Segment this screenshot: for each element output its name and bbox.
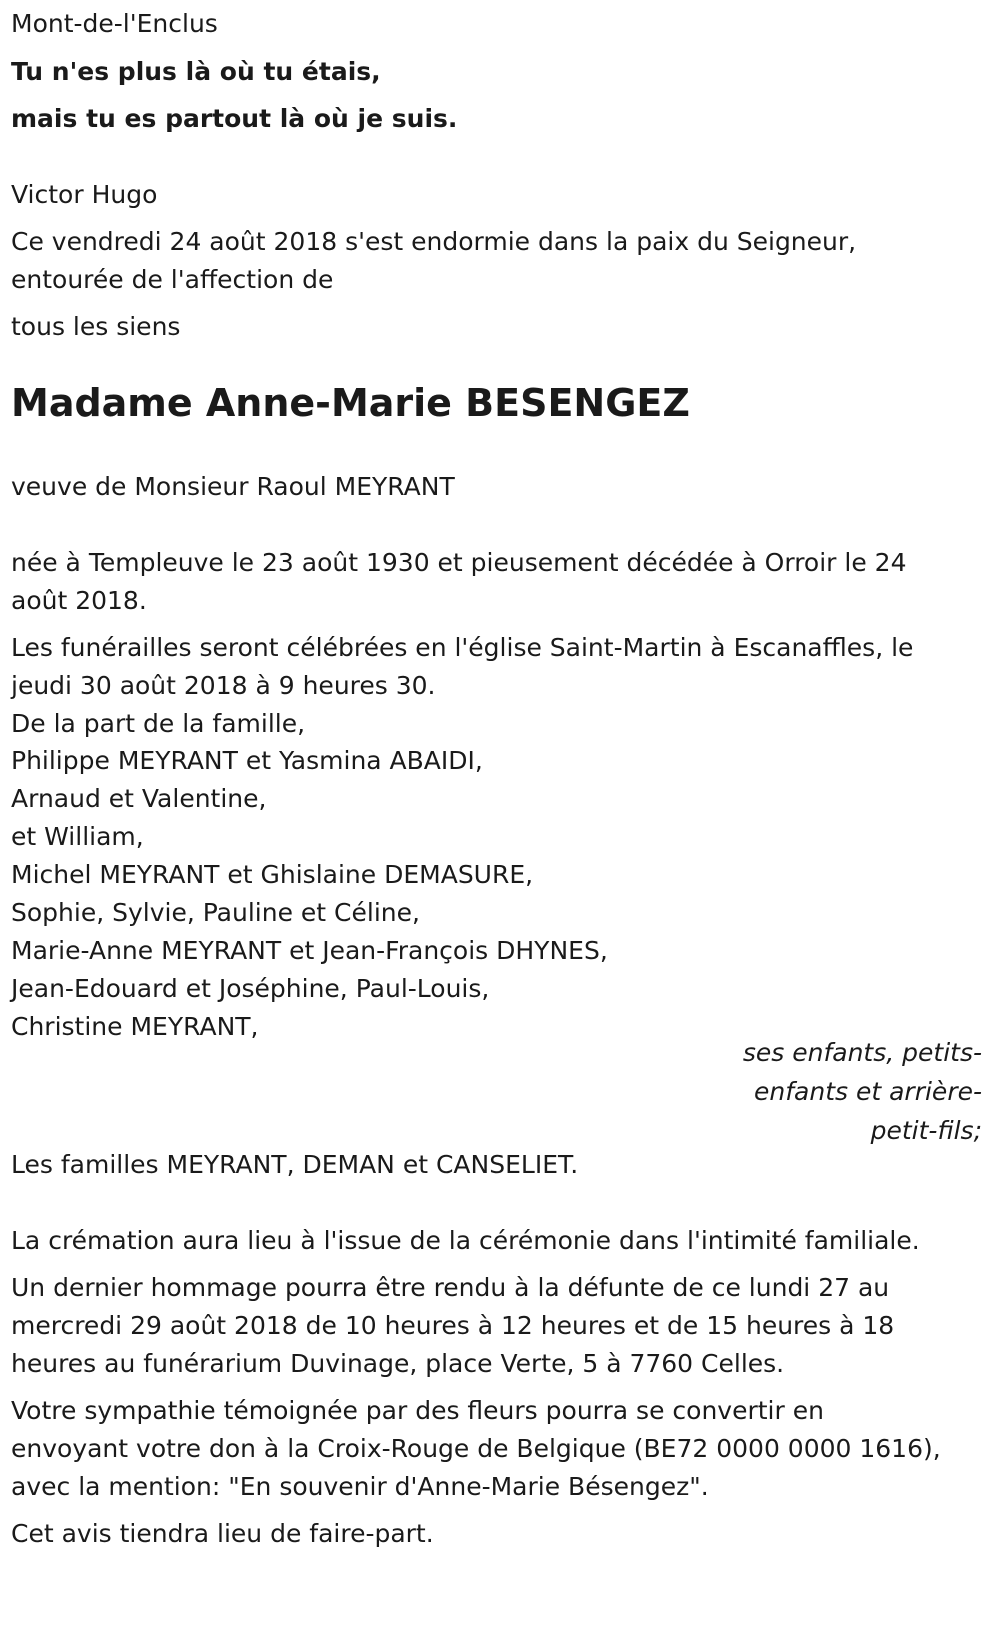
family-intro: De la part de la famille, (11, 709, 306, 738)
family-member: Arnaud et Valentine, (11, 784, 267, 813)
quote-line-2: mais tu es partout là où je suis. (11, 104, 458, 133)
location: Mont-de-l'Enclus (11, 9, 218, 38)
donation-line-1: Votre sympathie témoignée par des fleurs pourra se convertir en (11, 1396, 824, 1425)
family-member: Jean-Edouard et Joséphine, Paul-Louis, (11, 974, 490, 1003)
intro-line-1: Ce vendredi 24 août 2018 s'est endormie dans la paix du Seigneur, (11, 227, 857, 256)
family-member: Michel MEYRANT et Ghislaine DEMASURE, (11, 860, 534, 889)
relation-line-2: enfants et arrière- (754, 1077, 982, 1106)
birth-line-1: née à Templeuve le 23 août 1930 et pieusement décédée à Orroir le 24 (11, 548, 907, 577)
extended-families: Les familles MEYRANT, DEMAN et CANSELIET. (11, 1150, 579, 1179)
donation-line-3: avec la mention: "En souvenir d'Anne-Marie Bésengez". (11, 1472, 709, 1501)
funeral-line-2: jeudi 30 août 2018 à 9 heures 30. (11, 671, 436, 700)
family-member: Sophie, Sylvie, Pauline et Céline, (11, 898, 420, 927)
cremation-note: La crémation aura lieu à l'issue de la cérémonie dans l'intimité familiale. (11, 1226, 920, 1255)
relation-line-3: petit-fils; (870, 1116, 982, 1145)
intro-line-3: tous les siens (11, 312, 181, 341)
family-member: Philippe MEYRANT et Yasmina ABAIDI, (11, 746, 483, 775)
family-member: et William, (11, 822, 144, 851)
quote-author: Victor Hugo (11, 180, 158, 209)
funeral-line-1: Les funérailles seront célébrées en l'église Saint-Martin à Escanaffles, le (11, 633, 914, 662)
tribute-line-1: Un dernier hommage pourra être rendu à la défunte de ce lundi 27 au (11, 1273, 890, 1302)
family-member: Marie-Anne MEYRANT et Jean-François DHYNES, (11, 936, 608, 965)
birth-line-2: août 2018. (11, 586, 147, 615)
tribute-line-2: mercredi 29 août 2018 de 10 heures à 12 heures et de 15 heures à 18 (11, 1311, 895, 1340)
deceased-name: Madame Anne-Marie BESENGEZ (11, 381, 690, 425)
intro-line-2: entourée de l'affection de (11, 265, 334, 294)
family-relation (0, 1033, 982, 1150)
quote-line-1: Tu n'es plus là où tu étais, (11, 57, 381, 86)
donation-line-2: envoyant votre don à la Croix-Rouge de Belgique (BE72 0000 0000 1616), (11, 1434, 941, 1463)
relation-line-1: ses enfants, petits- (742, 1038, 982, 1067)
family-members (11, 742, 608, 1046)
widow-of: veuve de Monsieur Raoul MEYRANT (11, 472, 455, 501)
family-member: Christine MEYRANT, (11, 1012, 259, 1041)
closing-note: Cet avis tiendra lieu de faire-part. (11, 1519, 434, 1548)
tribute-line-3: heures au funérarium Duvinage, place Verte, 5 à 7760 Celles. (11, 1349, 785, 1378)
